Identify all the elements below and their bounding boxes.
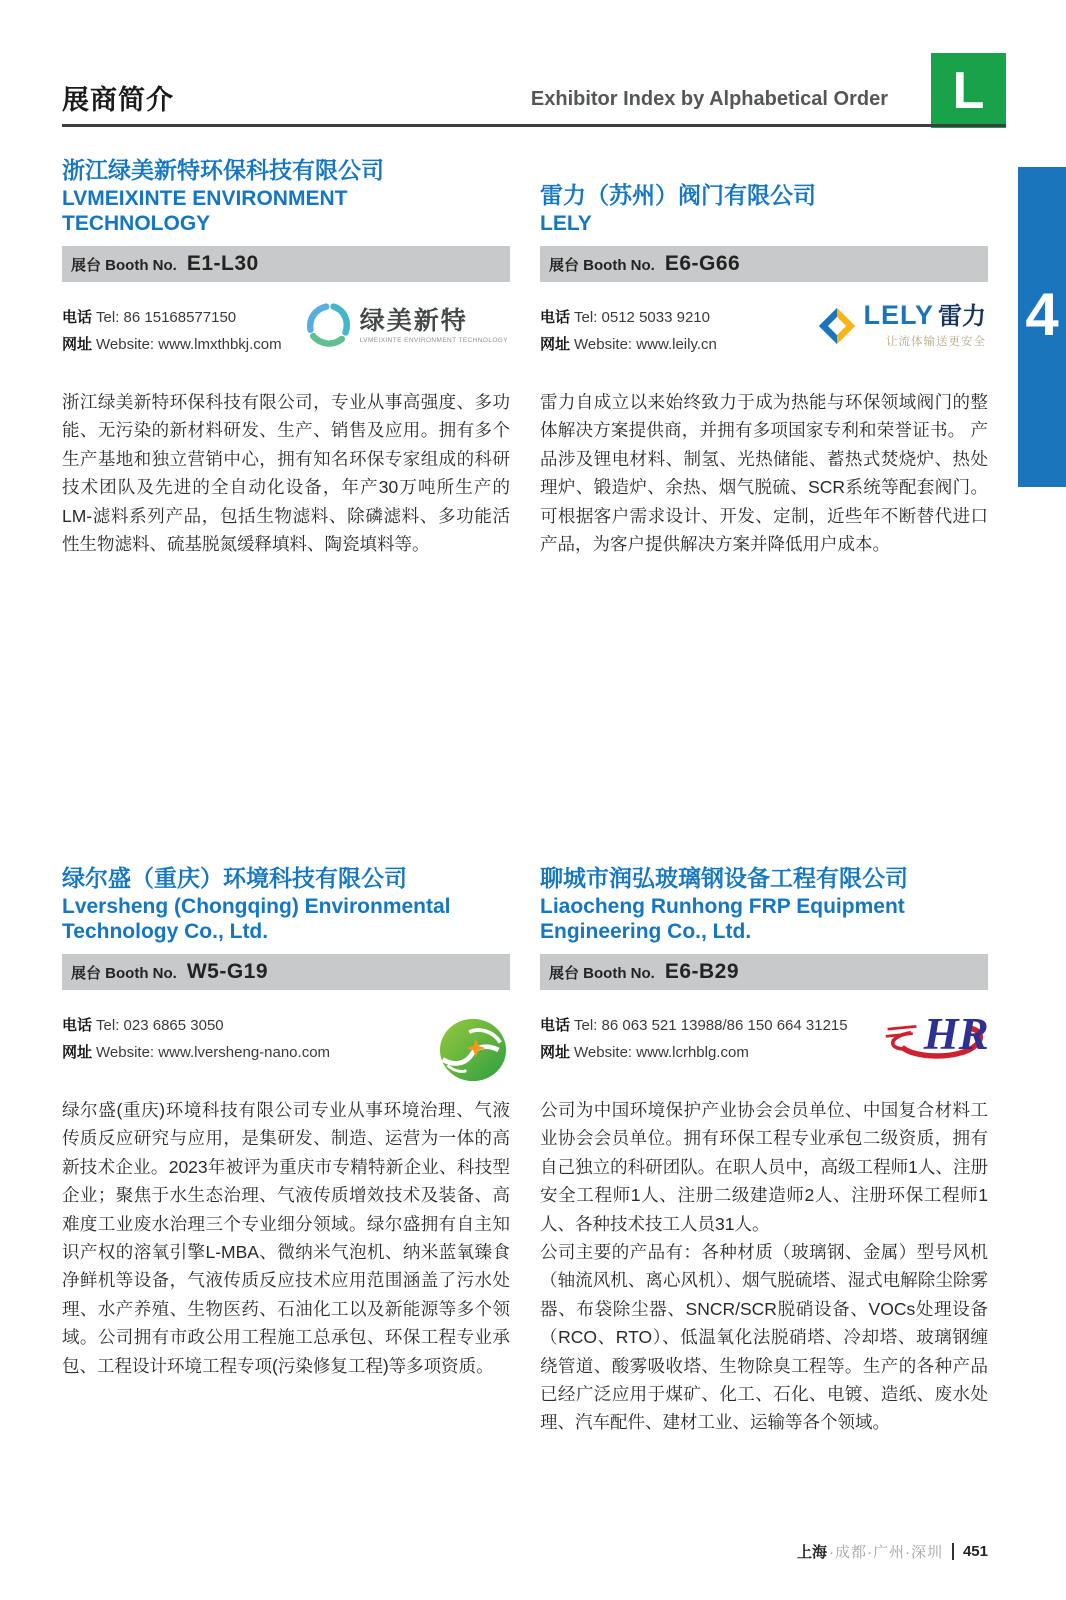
- company-description-2: 公司主要的产品有：各种材质（玻璃钢、金属）型号风机（轴流风机、离心风机）、烟气脱硫塔、湿式电解除尘除雾器、布袋除尘器、SNCR/SCR脱硝设备、VOCs处理设备（RCO、RTO）、低温氧化法脱硝塔、冷却塔、玻璃钢缠绕管道、酸雾吸收塔、生物除臭工程等。生产的各种产品已经广泛应用于煤矿、化工、石化、电镀、造纸、废水处理、汽车配件、建材工业、运输等各个领域。: [540, 1242, 988, 1433]
- company-title-block: [62, 150, 510, 246]
- footer-cities: ·成都·广州·深圳: [828, 1544, 943, 1561]
- logo-tagline: 让流体输送更安全: [886, 336, 986, 348]
- exhibitor-card: [62, 858, 510, 1380]
- runhong-hr-logo-icon: [884, 1002, 992, 1067]
- company-title-block: [540, 858, 988, 954]
- section-tab: [1018, 167, 1066, 487]
- company-name-cn: 雷力（苏州）阀门有限公司: [540, 182, 816, 209]
- header-divider: [62, 124, 1006, 127]
- page-title-en: Exhibitor Index by Alphabetical Order: [530, 88, 888, 110]
- section-number: 4: [1025, 281, 1059, 348]
- company-logo: [815, 300, 988, 351]
- booth-label: 展台 Booth No.: [549, 256, 655, 274]
- exhibitor-card: [62, 150, 510, 558]
- lvmeixinte-logo-icon: [302, 302, 354, 350]
- booth-bar: [540, 246, 988, 282]
- booth-label: 展台 Booth No.: [71, 256, 177, 274]
- tel-label-cn: 电话: [540, 309, 571, 326]
- tel-label-cn: 电话: [62, 309, 93, 326]
- website-label-en: Website:: [574, 1044, 633, 1061]
- company-title-block: [62, 858, 510, 954]
- logo-wordmark-en: LELY: [863, 300, 934, 330]
- booth-number: E1-L30: [186, 252, 259, 275]
- website-value: www.lversheng-nano.com: [158, 1044, 331, 1061]
- tel-value: 0512 5033 9210: [601, 309, 710, 326]
- lely-logo-icon: [817, 306, 857, 346]
- footer: [797, 1541, 988, 1562]
- tel-label-en: Tel:: [96, 1017, 120, 1034]
- booth-bar: [62, 246, 510, 282]
- logo-wordmark-sub: LVMEIXINTE ENVIRONMENT TECHNOLOGY: [359, 336, 508, 344]
- company-logo: [300, 300, 510, 352]
- company-title-block: [540, 150, 988, 246]
- logo-wordmark-cn: 雷力: [938, 303, 986, 330]
- contact-block: [62, 1012, 510, 1076]
- website-value: www.lcrhblg.com: [636, 1044, 749, 1061]
- website-label-cn: 网址: [62, 336, 93, 353]
- company-description: 绿尔盛(重庆)环境科技有限公司专业从事环境治理、气液传质反应研究与应用，是集研发、制造、运营为一体的高新技术企业。2023年被评为重庆市专精特新企业、科技型企业；聚焦于水生态治理、气液传质增效技术及装备、高难度工业废水治理三个专业细分领域。绿尔盛拥有自主知识产权的溶氧引擎L-MBA、微纳米气泡机、纳米蓝氧臻食净鲜机等设备，气液传质反应技术应用范围涵盖了污水处理、水产养殖、生物医药、石油化工以及新能源等多个领域。公司拥有市政公用工程施工总承包、环保工程专业承包、工程设计环境工程专项(污染修复工程)等多项资质。: [62, 1100, 510, 1376]
- website-label-cn: 网址: [62, 1044, 93, 1061]
- contact-block: [540, 300, 988, 368]
- website-label-en: Website:: [574, 336, 633, 353]
- company-name-cn: 浙江绿美新特环保科技有限公司: [62, 156, 384, 183]
- tel-value: 023 6865 3050: [123, 1017, 224, 1034]
- website-label-cn: 网址: [540, 1044, 571, 1061]
- footer-city-primary: 上海: [796, 1544, 827, 1561]
- website-value: www.lmxthbkj.com: [158, 336, 282, 353]
- company-name-en: LVMEIXINTE ENVIRONMENT TECHNOLOGY: [62, 186, 348, 236]
- contact-block: [62, 304, 510, 368]
- company-logo: [436, 1014, 510, 1086]
- website-label-en: Website:: [96, 1044, 155, 1061]
- page-title-cn: 展商简介: [62, 85, 174, 115]
- logo-wordmark-cn: 绿美新特: [359, 306, 468, 335]
- booth-label: 展台 Booth No.: [549, 964, 655, 982]
- tel-label-cn: 电话: [62, 1017, 93, 1034]
- website-label-cn: 网址: [540, 336, 571, 353]
- tel-value: 86 15168577150: [123, 309, 237, 326]
- company-name-en: Liaocheng Runhong FRP Equipment Engineering Co., Ltd.: [540, 894, 905, 944]
- company-name-en: Lversheng (Chongqing) Environmental Technology Co., Ltd.: [62, 894, 451, 944]
- exhibitor-card: [540, 150, 988, 558]
- tel-value: 86 063 521 13988/86 150 664 31215: [601, 1017, 848, 1034]
- booth-number: E6-G66: [664, 252, 741, 275]
- company-logo: [882, 1000, 994, 1069]
- booth-number: W5-G19: [186, 960, 269, 983]
- company-description: 雷力自成立以来始终致力于成为热能与环保领域阀门的整体解决方案提供商，并拥有多项国家专利和荣誉证书。 产品涉及锂电材料、制氢、光热储能、蓄热式焚烧炉、热处理炉、锻造炉、余热、烟气脱硫、SCR系统等配套阀门。可根据客户需求设计、开发、定制，近些年不断替代进口产品，为客户提供解决方案并降低用户成本。: [540, 392, 988, 555]
- lversheng-logo-icon: [438, 1016, 508, 1084]
- booth-bar: [540, 954, 988, 990]
- page-number: 451: [952, 1543, 988, 1560]
- website-label-en: Website:: [96, 336, 155, 353]
- exhibitor-card: [540, 858, 988, 1437]
- booth-bar: [62, 954, 510, 990]
- contact-block: [540, 1008, 989, 1076]
- website-value: www.leily.cn: [636, 336, 717, 353]
- booth-number: E6-B29: [664, 960, 740, 983]
- alpha-letter-badge: [931, 53, 1006, 128]
- logo-wordmark-en: HR: [923, 1008, 989, 1059]
- tel-label-en: Tel:: [574, 1017, 598, 1034]
- booth-label: 展台 Booth No.: [71, 964, 177, 982]
- company-description: 公司为中国环境保护产业协会会员单位、中国复合材料工业协会会员单位。拥有环保工程专业承包二级资质，拥有自己独立的科研团队。在职人员中，高级工程师1人、注册安全工程师1人、注册二级建造师2人、注册环保工程师1人、各种技术技工人员31人。: [540, 1100, 988, 1234]
- company-description: 浙江绿美新特环保科技有限公司，专业从事高强度、多功能、无污染的新材料研发、生产、销售及应用。拥有多个生产基地和独立营销中心，拥有知名环保专家组成的科研技术团队及先进的全自动化设备，年产30万吨所生产的LM-滤料系列产品，包括生物滤料、除磷滤料、多功能活性生物滤料、硫基脱氮缓释填料、陶瓷填料等。: [62, 392, 510, 555]
- company-name-cn: 绿尔盛（重庆）环境科技有限公司: [62, 864, 407, 891]
- tel-label-en: Tel:: [96, 309, 120, 326]
- company-name-cn: 聊城市润弘玻璃钢设备工程有限公司: [540, 864, 908, 891]
- tel-label-en: Tel:: [574, 309, 598, 326]
- tel-label-cn: 电话: [540, 1017, 571, 1034]
- alpha-letter: L: [952, 61, 985, 120]
- company-name-en: LELY: [540, 212, 592, 236]
